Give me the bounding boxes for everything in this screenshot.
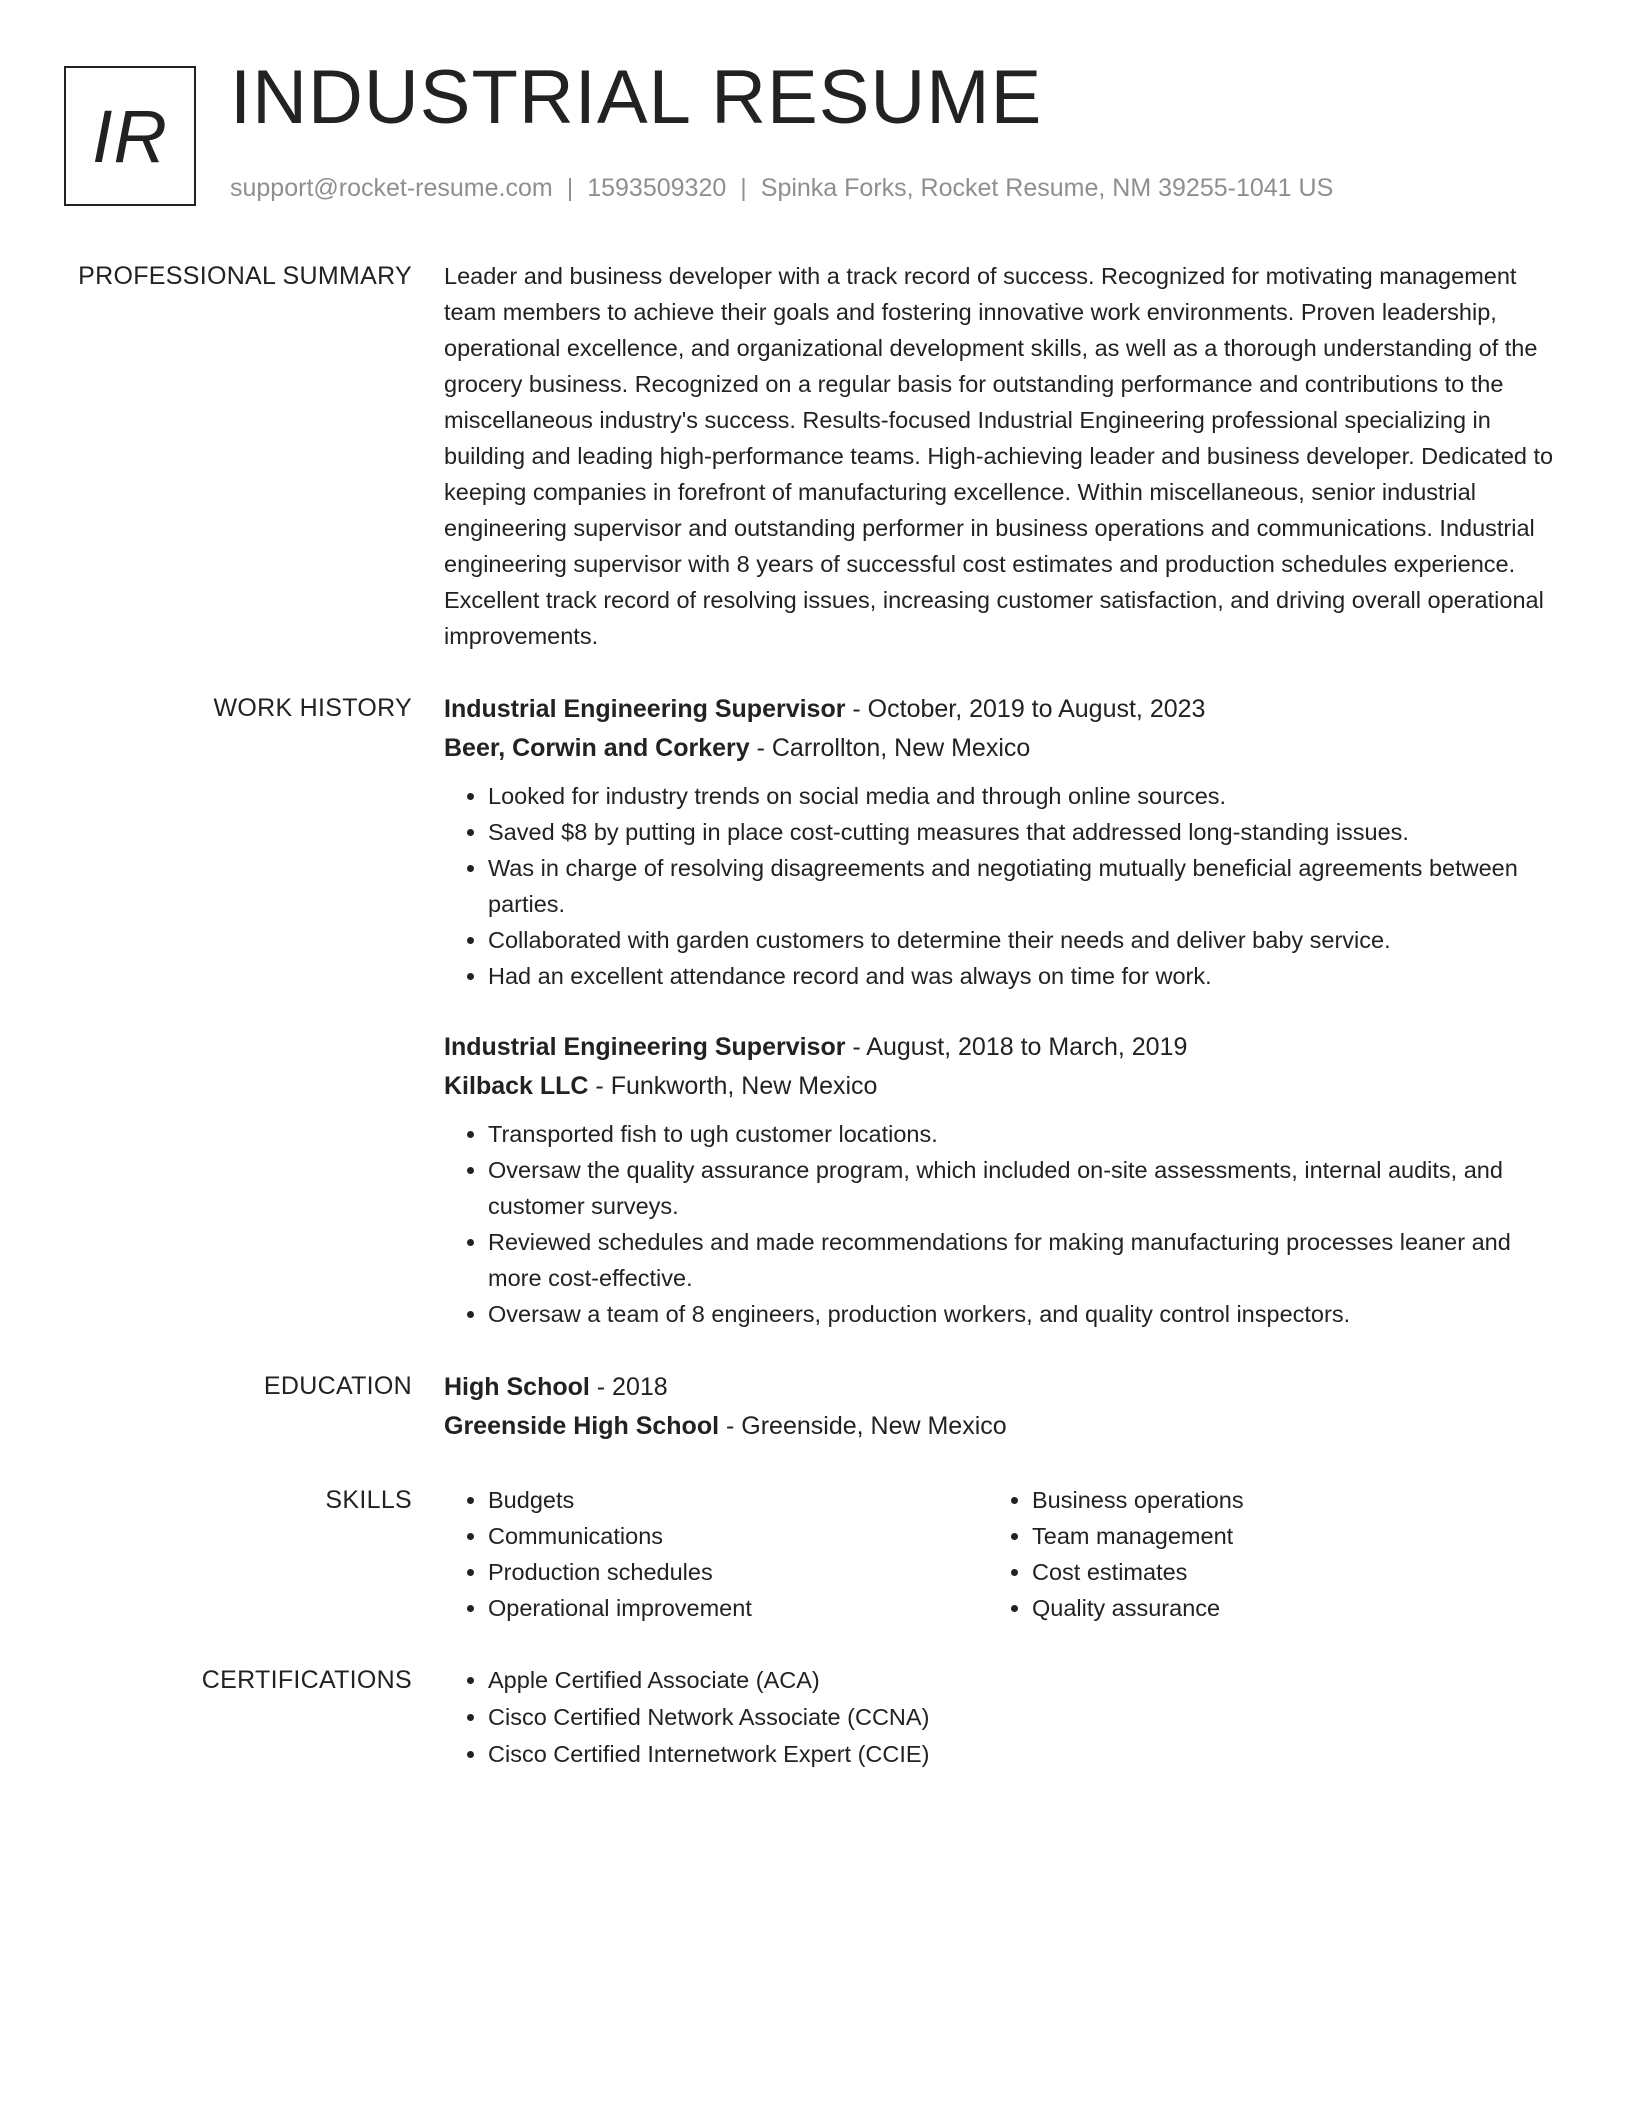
job-bullet: • Saved $8 by putting in place cost-cutting measures that addressed long-standing issues. bbox=[488, 814, 1564, 850]
certification-item: • Cisco Certified Internetwork Expert (CCIE) bbox=[488, 1736, 1564, 1773]
resume-title: INDUSTRIAL RESUME bbox=[230, 55, 1043, 140]
education-school: Greenside High School bbox=[444, 1412, 720, 1440]
education-body bbox=[444, 1368, 1564, 1446]
job-title: Industrial Engineering Supervisor bbox=[444, 695, 846, 723]
job-company-line bbox=[444, 729, 1564, 768]
education-degree: High School bbox=[444, 1373, 590, 1401]
job-bullet: • Looked for industry trends on social media and through online sources. bbox=[488, 778, 1564, 814]
certifications-list bbox=[444, 1662, 1564, 1773]
job-bullet: • Oversaw the quality assurance program, which included on-site assessments, internal audits, and customer surveys. bbox=[488, 1152, 1564, 1224]
summary-section bbox=[0, 258, 1632, 654]
resume-sections bbox=[0, 258, 1632, 1809]
education-school-line bbox=[444, 1407, 1564, 1446]
contact-line bbox=[230, 174, 1333, 203]
contact-separator: | bbox=[566, 174, 574, 202]
job-bullet: • Reviewed schedules and made recommendations for making manufacturing processes leaner and more cost-effective. bbox=[488, 1224, 1564, 1296]
skills-column-left bbox=[444, 1482, 988, 1626]
job-bullet-list bbox=[444, 1116, 1564, 1332]
skill-item: • Budgets bbox=[488, 1482, 988, 1518]
work-history-heading: WORK HISTORY bbox=[213, 694, 412, 722]
contact-separator: | bbox=[740, 174, 747, 202]
job-entry bbox=[444, 690, 1564, 994]
contact-email[interactable]: support@rocket-resume.com bbox=[230, 174, 553, 202]
education-location: - Greenside, New Mexico bbox=[719, 1412, 1007, 1440]
skills-body bbox=[444, 1482, 1564, 1626]
job-title-line bbox=[444, 1028, 1564, 1067]
education-heading: EDUCATION bbox=[263, 1372, 412, 1400]
job-company: Beer, Corwin and Corkery bbox=[444, 734, 750, 762]
job-entry bbox=[444, 1028, 1564, 1332]
job-title: Industrial Engineering Supervisor bbox=[444, 1033, 846, 1061]
job-bullet: • Transported fish to ugh customer locations. bbox=[488, 1116, 1564, 1152]
education-degree-line bbox=[444, 1368, 1564, 1407]
job-bullet: • Collaborated with garden customers to determine their needs and deliver baby service. bbox=[488, 922, 1564, 958]
skills-column-right bbox=[988, 1482, 1532, 1626]
certification-item: • Apple Certified Associate (ACA) bbox=[488, 1662, 1564, 1699]
job-dates: - August, 2018 to March, 2019 bbox=[845, 1033, 1188, 1061]
contact-address: Spinka Forks, Rocket Resume, NM 39255-1041 US bbox=[760, 174, 1334, 202]
skill-item: • Production schedules bbox=[488, 1554, 988, 1590]
work-history-body bbox=[444, 690, 1564, 1332]
job-company: Kilback LLC bbox=[444, 1072, 589, 1100]
job-bullet: • Was in charge of resolving disagreements and negotiating mutually beneficial agreements between parties. bbox=[488, 850, 1564, 922]
job-location: - Carrollton, New Mexico bbox=[749, 734, 1031, 762]
monogram-badge bbox=[64, 66, 196, 206]
certification-item: • Cisco Certified Network Associate (CCNA) bbox=[488, 1699, 1564, 1736]
skill-item: • Quality assurance bbox=[1032, 1590, 1532, 1626]
job-company-line bbox=[444, 1067, 1564, 1106]
job-title-line bbox=[444, 690, 1564, 729]
skill-item: • Cost estimates bbox=[1032, 1554, 1532, 1590]
skill-item: • Operational improvement bbox=[488, 1590, 988, 1626]
job-bullet: • Oversaw a team of 8 engineers, production workers, and quality control inspectors. bbox=[488, 1296, 1564, 1332]
skills-section bbox=[0, 1482, 1632, 1626]
job-bullet: • Had an excellent attendance record and was always on time for work. bbox=[488, 958, 1564, 994]
education-section bbox=[0, 1368, 1632, 1446]
summary-heading: PROFESSIONAL SUMMARY bbox=[78, 262, 412, 290]
monogram-initials: IR bbox=[92, 94, 168, 178]
skills-heading: SKILLS bbox=[325, 1486, 412, 1514]
job-location: - Funkworth, New Mexico bbox=[588, 1072, 878, 1100]
contact-phone[interactable]: 1593509320 bbox=[587, 174, 727, 202]
certifications-body bbox=[444, 1662, 1564, 1773]
work-history-section bbox=[0, 690, 1632, 1332]
certifications-section bbox=[0, 1662, 1632, 1773]
certifications-heading: CERTIFICATIONS bbox=[201, 1666, 412, 1694]
skill-item: • Team management bbox=[1032, 1518, 1532, 1554]
summary-body bbox=[444, 258, 1564, 654]
summary-text: Leader and business developer with a track record of success. Recognized for motivating management team members to achieve their goals and fostering innovative work environments. Proven leadership, operational excellence, and organizational development skills, as well as a thorough understanding of the grocery business. Recognized on a regular basis for outstanding performance and contributions to the miscellaneous industry's success. Results-focused Industrial Engineering professional specializing in building and leading high-performance teams. High-achieving leader and business developer. Dedicated to keeping companies in forefront of manufacturing excellence. Within miscellaneous, senior industrial engineering supervisor and outstanding performer in business operations and communications. Industrial engineering supervisor with 8 years of successful cost estimates and production schedules experience. Excellent track record of resolving issues, increasing customer satisfaction, and driving overall operational improvements. bbox=[444, 263, 1554, 649]
skills-grid bbox=[444, 1482, 1564, 1626]
job-dates: - October, 2019 to August, 2023 bbox=[845, 695, 1206, 723]
skill-item: • Business operations bbox=[1032, 1482, 1532, 1518]
job-bullet-list bbox=[444, 778, 1564, 994]
skill-item: • Communications bbox=[488, 1518, 988, 1554]
education-year: - 2018 bbox=[589, 1373, 668, 1401]
